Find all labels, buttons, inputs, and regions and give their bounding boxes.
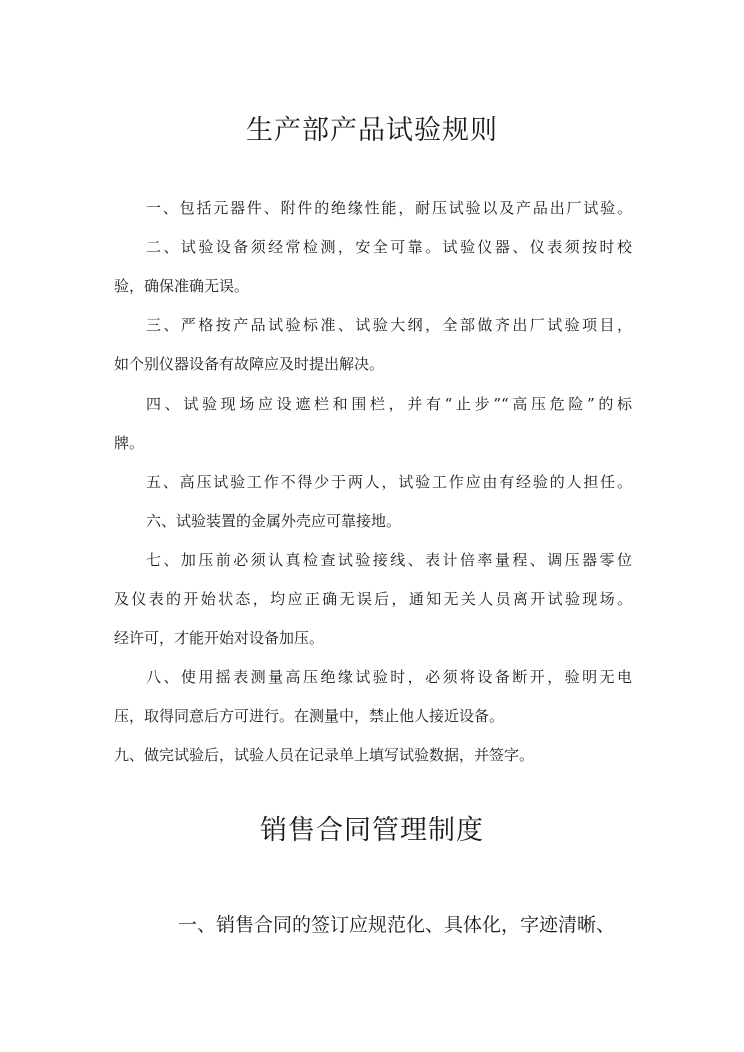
paragraph-line: 及仪表的开始状态，均应正确无误后，通知无关人员离开试验现场。 bbox=[114, 590, 632, 608]
section-title-product-test-rules: 生产部产品试验规则 bbox=[246, 115, 498, 146]
paragraph-line: 牌。 bbox=[114, 434, 145, 452]
paragraph-line: 压，取得同意后方可进行。在测量中，禁止他人接近设备。 bbox=[114, 707, 505, 725]
section-title-sales-contract-management: 销售合同管理制度 bbox=[260, 815, 484, 846]
paragraph-line: 二、试验设备须经常检测，安全可靠。试验仪器、仪表须按时校 bbox=[146, 238, 632, 256]
paragraph-line: 经许可，才能开始对设备加压。 bbox=[114, 629, 325, 647]
paragraph-line: 九、做完试验后，试验人员在记录单上填写试验数据，并签字。 bbox=[114, 746, 535, 764]
paragraph-line: 如个别仪器设备有故障应及时提出解决。 bbox=[114, 355, 385, 373]
paragraph-line: 五、高压试验工作不得少于两人，试验工作应由有经验的人担任。 bbox=[146, 473, 632, 491]
paragraph-line: 验，确保准确无误。 bbox=[114, 277, 250, 295]
paragraph-line: 四、试验现场应设遮栏和围栏，并有“止步”“高压危险”的标 bbox=[146, 395, 632, 413]
paragraph-line: 一、销售合同的签订应规范化、具体化，字迹清晰、 bbox=[178, 914, 616, 936]
paragraph-line: 七、加压前必须认真检查试验接线、表计倍率量程、调压器零位 bbox=[146, 551, 632, 569]
paragraph-line: 八、使用摇表测量高压绝缘试验时，必须将设备断开，验明无电 bbox=[146, 668, 632, 686]
paragraph-line: 三、严格按产品试验标准、试验大纲，全部做齐出厂试验项目， bbox=[146, 316, 632, 334]
paragraph-line: 一、包括元器件、附件的绝缘性能，耐压试验以及产品出厂试验。 bbox=[146, 199, 632, 217]
paragraph-line: 六、试验装置的金属外壳应可靠接地。 bbox=[146, 512, 402, 530]
